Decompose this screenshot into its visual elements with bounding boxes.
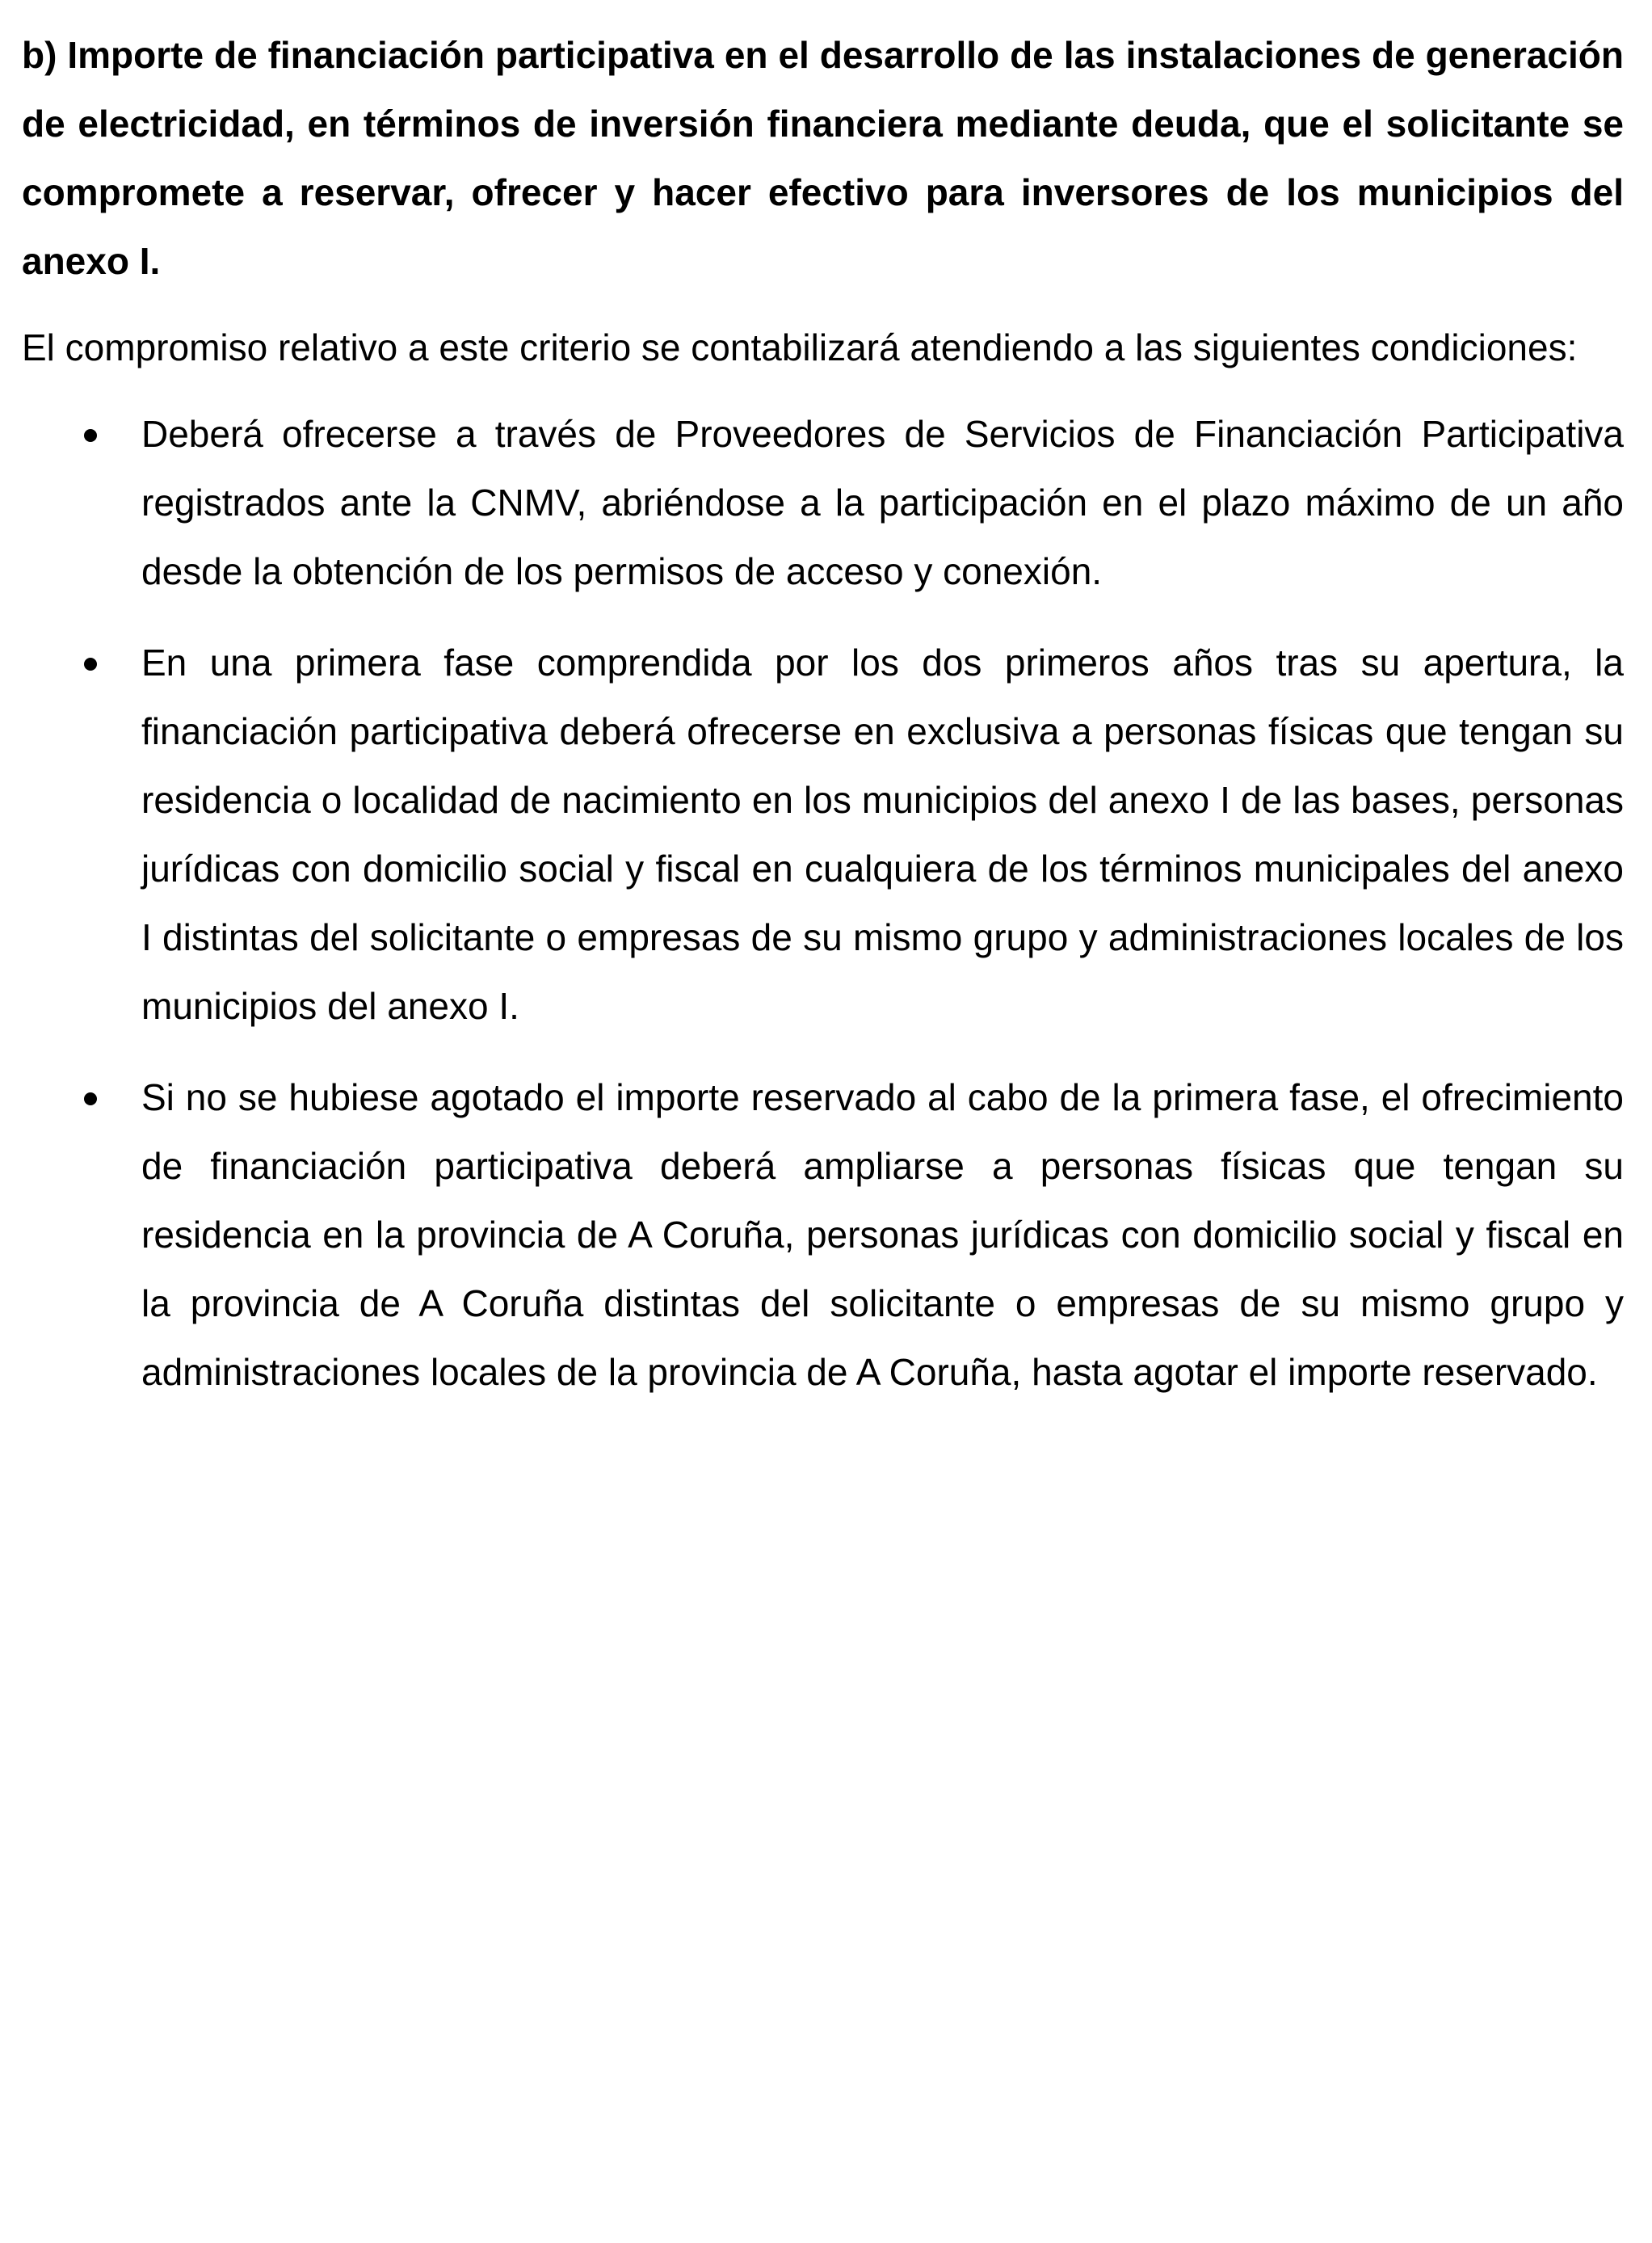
intro-paragraph: El compromiso relativo a este criterio se contabilizará atendiendo a las siguientes condiciones: xyxy=(22,326,1578,368)
document-page xyxy=(22,21,1624,1429)
section-heading: b) Importe de financiación participativa en el desarrollo de las instalaciones de generación de electricidad, en términos de inversión financiera mediante deuda, que el solicitante se compromete a reservar, ofrecer y hacer efectivo para inversores de los municipios del anexo I. xyxy=(22,34,1624,282)
bullet-icon xyxy=(84,658,97,671)
list-item xyxy=(22,400,1624,606)
list-item xyxy=(22,1063,1624,1407)
bullet-icon xyxy=(84,429,97,442)
conditions-list xyxy=(22,400,1624,1407)
list-item-text: Si no se hubiese agotado el importe reservado al cabo de la primera fase, el ofrecimiento de financiación participativa deberá ampliarse a personas físicas que tengan su residencia en la provincia de A Coruña, personas jurídicas con domicilio social y fiscal en la provincia de A Coruña distintas del solicitante o empresas de su mismo grupo y administraciones locales de la provincia de A Coruña, hasta agotar el importe reservado. xyxy=(141,1076,1624,1393)
list-item xyxy=(22,629,1624,1041)
bullet-icon xyxy=(84,1092,97,1105)
list-item-text: En una primera fase comprendida por los dos primeros años tras su apertura, la financiación participativa deberá ofrecerse en exclusiva a personas físicas que tengan su residencia o localidad de nacimiento en los municipios del anexo I de las bases, personas jurídicas con domicilio social y fiscal en cualquiera de los términos municipales del anexo I distintas del solicitante o empresas de su mismo grupo y administraciones locales de los municipios del anexo I. xyxy=(141,642,1624,1027)
list-item-text: Deberá ofrecerse a través de Proveedores de Servicios de Financiación Participativa registrados ante la CNMV, abriéndose a la participación en el plazo máximo de un año desde la obtención de los permisos de acceso y conexión. xyxy=(141,413,1624,592)
